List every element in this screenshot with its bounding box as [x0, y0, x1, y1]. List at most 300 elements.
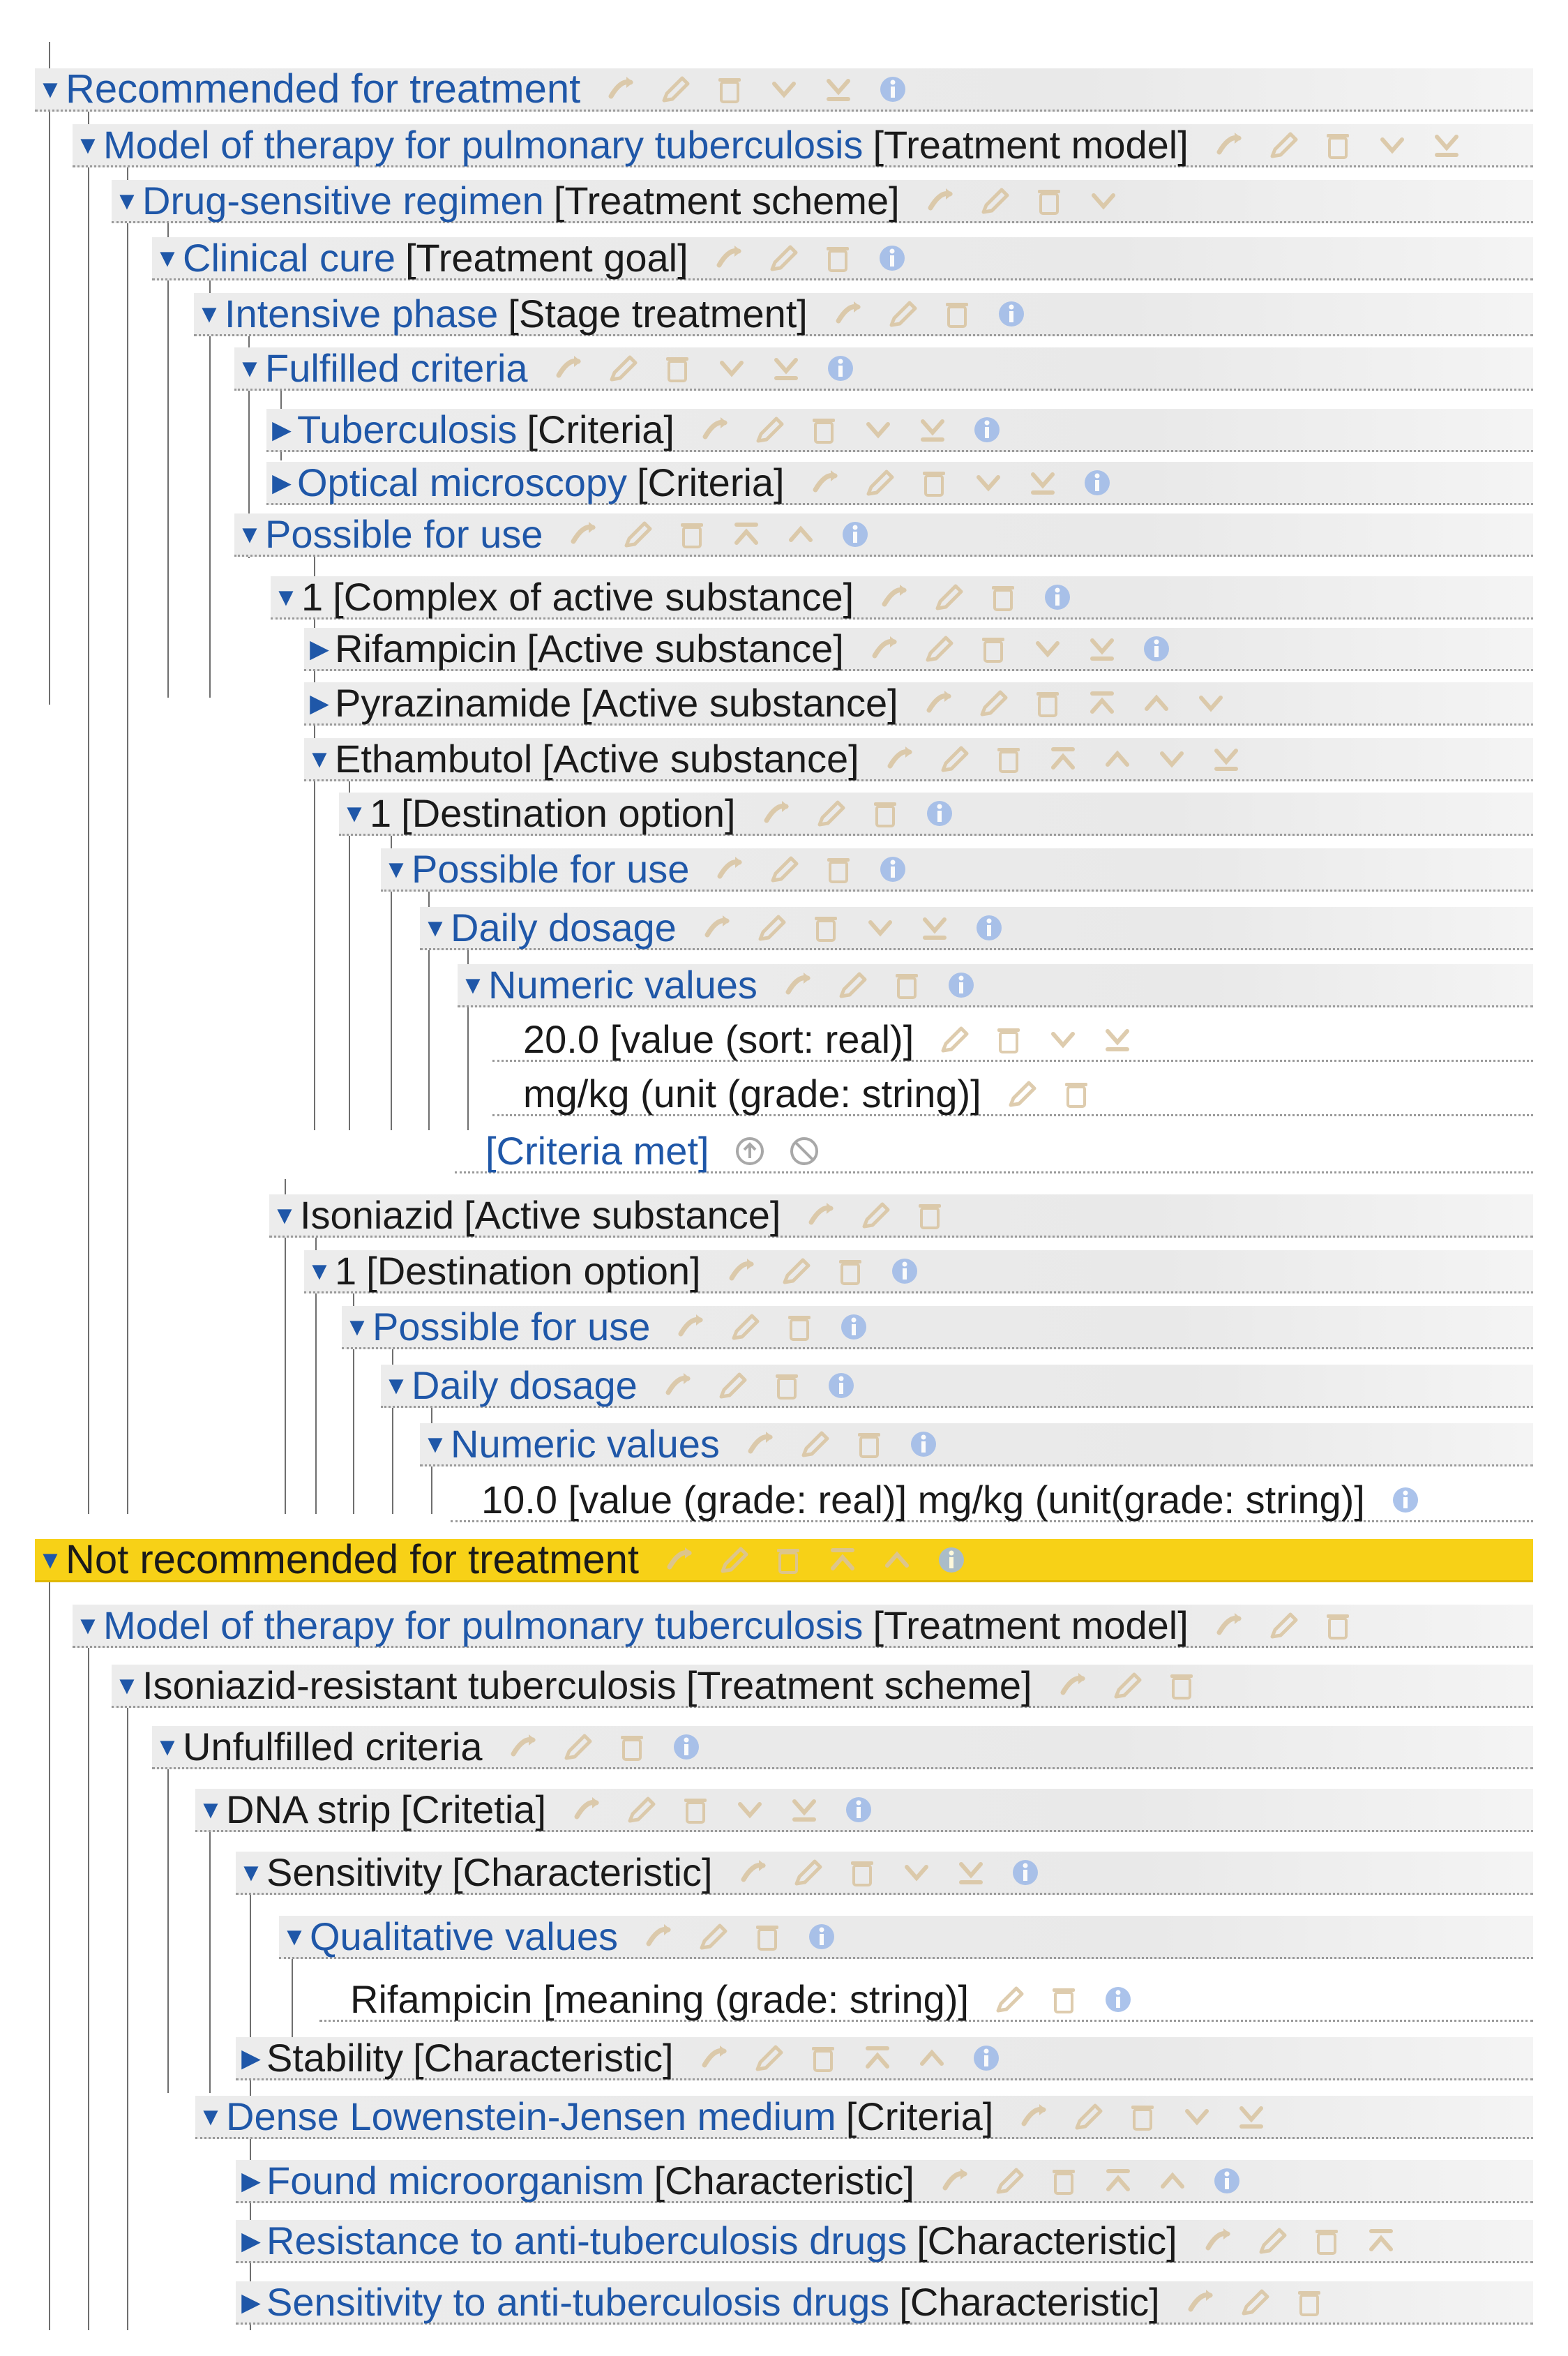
node-label[interactable]: Rifampicin [meaning (grade: string)] — [350, 1976, 970, 2021]
tree-node[interactable] — [279, 1916, 1533, 1959]
collapse-toggle-icon[interactable]: ▼ — [75, 1610, 100, 1640]
edit-icon[interactable] — [1256, 2224, 1289, 2258]
edit-icon[interactable] — [716, 1369, 749, 1402]
tree-guide-line — [167, 1751, 169, 2093]
delete-icon[interactable] — [783, 1310, 816, 1344]
node-label[interactable]: Numeric values — [451, 1421, 720, 1466]
node-label[interactable]: Clinical cure — [183, 235, 395, 280]
collapse-toggle-icon[interactable]: ▼ — [197, 299, 222, 328]
reassign-icon[interactable] — [1201, 2224, 1235, 2258]
info-icon[interactable] — [1080, 466, 1114, 500]
move-to-bottom-icon[interactable] — [918, 911, 951, 945]
info-icon[interactable] — [876, 73, 910, 106]
move-down-icon[interactable] — [900, 1856, 933, 1889]
collapse-toggle-icon[interactable]: ▼ — [273, 582, 299, 611]
node-type: [Active substance] — [527, 626, 844, 670]
delete-icon[interactable] — [986, 580, 1020, 614]
tree-node[interactable] — [73, 1605, 1533, 1648]
info-icon[interactable] — [670, 1730, 703, 1764]
collapse-toggle-icon[interactable]: ▼ — [239, 1857, 264, 1886]
node-label[interactable]: Resistance to anti-tuberculosis drugs — [266, 2218, 907, 2263]
node-label[interactable]: Found microorganism — [266, 2158, 644, 2203]
node-label[interactable]: Possible for use — [265, 511, 543, 556]
node-label[interactable]: Dense Lowenstein-Jensen medium — [226, 2094, 836, 2138]
node-label[interactable]: 10.0 [value (grade: real)] mg/kg (unit(grade: string)] — [481, 1477, 1365, 1522]
delete-icon[interactable] — [615, 1730, 649, 1764]
edit-icon[interactable] — [561, 1730, 594, 1764]
reassign-icon[interactable] — [831, 297, 865, 331]
delete-icon[interactable] — [1126, 2100, 1159, 2133]
collapse-toggle-icon[interactable]: ▼ — [38, 1545, 63, 1574]
reassign-icon[interactable] — [713, 853, 746, 886]
reassign-icon[interactable] — [877, 580, 911, 614]
tree-node[interactable] — [319, 1976, 1533, 2022]
edit-icon[interactable] — [658, 73, 692, 106]
expand-toggle-icon[interactable]: ▶ — [241, 2043, 261, 2072]
collapse-toggle-icon[interactable]: ▼ — [307, 1256, 332, 1285]
delete-icon[interactable] — [1032, 184, 1066, 218]
move-up-icon[interactable] — [915, 2041, 949, 2075]
info-icon[interactable] — [805, 1920, 838, 1953]
node-label[interactable]: Fulfilled criteria — [265, 345, 528, 390]
node-label[interactable]: Daily dosage — [412, 1363, 638, 1407]
delete-icon[interactable] — [1321, 128, 1355, 162]
collapse-toggle-icon[interactable]: ▼ — [155, 1732, 180, 1761]
edit-icon[interactable] — [836, 968, 869, 1002]
tree-node[interactable] — [266, 409, 1533, 452]
collapse-toggle-icon[interactable]: ▼ — [282, 1921, 307, 1951]
node-label[interactable]: Isoniazid-resistant tuberculosis — [142, 1663, 677, 1707]
delete-icon[interactable] — [806, 2041, 840, 2075]
tree-node[interactable] — [455, 1130, 1533, 1173]
edit-icon[interactable] — [977, 686, 1010, 720]
move-down-icon[interactable] — [861, 413, 895, 447]
node-actions — [700, 911, 1006, 945]
move-to-top-icon[interactable] — [1364, 2224, 1398, 2258]
move-down-icon[interactable] — [733, 1793, 767, 1826]
tree-node[interactable] — [236, 2220, 1533, 2263]
node-label[interactable]: Tuberculosis — [297, 407, 518, 451]
tree-node[interactable] — [420, 1423, 1533, 1466]
reassign-icon[interactable] — [737, 1856, 770, 1889]
edit-icon[interactable] — [753, 413, 786, 447]
up-icon[interactable] — [733, 1134, 767, 1168]
edit-icon[interactable] — [978, 184, 1011, 218]
edit-icon[interactable] — [932, 580, 965, 614]
move-to-bottom-icon[interactable] — [769, 352, 803, 385]
reassign-icon[interactable] — [938, 2164, 972, 2198]
edit-icon[interactable] — [1267, 1609, 1300, 1642]
node-label[interactable]: Isoniazid — [300, 1192, 455, 1237]
delete-icon[interactable] — [821, 241, 854, 275]
node-label[interactable]: Numeric values — [488, 962, 757, 1007]
node-label[interactable]: Model of therapy for pulmonary tuberculosis — [103, 1603, 864, 1647]
edit-icon[interactable] — [621, 518, 654, 551]
info-icon[interactable] — [1009, 1856, 1042, 1889]
edit-icon[interactable] — [814, 797, 847, 830]
move-to-bottom-icon[interactable] — [787, 1793, 821, 1826]
reassign-icon[interactable] — [725, 1254, 758, 1288]
delete-icon[interactable] — [834, 1254, 867, 1288]
node-label[interactable]: Pyrazinamide — [335, 680, 572, 725]
info-icon[interactable] — [923, 797, 956, 830]
info-icon[interactable] — [888, 1254, 921, 1288]
node-label[interactable]: 1 — [301, 574, 324, 619]
delete-icon[interactable] — [807, 413, 840, 447]
info-icon[interactable] — [837, 1310, 870, 1344]
collapse-toggle-icon[interactable]: ▼ — [307, 744, 332, 773]
node-actions — [1389, 1483, 1422, 1517]
delete-icon[interactable] — [852, 1427, 886, 1461]
tree-node[interactable] — [269, 1194, 1533, 1238]
node-actions — [733, 1134, 821, 1168]
edit-icon[interactable] — [767, 241, 800, 275]
node-label[interactable]: Model of therapy for pulmonary tuberculosis — [103, 122, 864, 167]
edit-icon[interactable] — [863, 466, 896, 500]
tree-node[interactable] — [339, 790, 1533, 836]
tree-node[interactable] — [236, 2281, 1533, 2325]
delete-icon[interactable] — [771, 1543, 805, 1577]
expand-toggle-icon[interactable]: ▶ — [310, 633, 329, 663]
collapse-toggle-icon[interactable]: ▼ — [423, 913, 448, 942]
tree-node[interactable] — [236, 1849, 1533, 1895]
blocked-icon[interactable] — [787, 1134, 821, 1168]
info-icon[interactable] — [824, 1369, 858, 1402]
collapse-toggle-icon[interactable]: ▼ — [460, 970, 485, 999]
edit-icon[interactable] — [755, 911, 788, 945]
tree-node[interactable] — [35, 1536, 1533, 1582]
expand-toggle-icon[interactable]: ▶ — [241, 2226, 261, 2255]
info-icon[interactable] — [1140, 632, 1173, 666]
tree-node[interactable] — [194, 293, 1533, 336]
node-label[interactable]: 20.0 [value (sort: real)] — [523, 1016, 914, 1061]
move-up-icon[interactable] — [784, 518, 817, 551]
reassign-icon[interactable] — [804, 1199, 838, 1232]
reassign-icon[interactable] — [698, 413, 732, 447]
tree-node[interactable] — [304, 682, 1533, 726]
tree-node[interactable] — [304, 738, 1533, 781]
node-type: [Destination option] — [366, 1248, 701, 1293]
move-up-icon[interactable] — [1156, 2164, 1189, 2198]
tree-node[interactable] — [152, 237, 1533, 280]
delete-icon[interactable] — [1047, 2164, 1080, 2198]
tree-node[interactable] — [271, 576, 1533, 620]
edit-icon[interactable] — [717, 1543, 751, 1577]
collapse-toggle-icon[interactable]: ▼ — [155, 243, 180, 272]
move-to-bottom-icon[interactable] — [1101, 1023, 1134, 1056]
move-to-top-icon[interactable] — [730, 518, 763, 551]
tree-node[interactable] — [492, 1016, 1533, 1062]
collapse-toggle-icon[interactable]: ▼ — [38, 74, 63, 103]
reassign-icon[interactable] — [506, 1730, 540, 1764]
edit-icon[interactable] — [993, 2164, 1026, 2198]
move-down-icon[interactable] — [1194, 686, 1228, 720]
tree-node[interactable] — [236, 2160, 1533, 2203]
delete-icon[interactable] — [977, 632, 1010, 666]
edit-icon[interactable] — [993, 1983, 1026, 2016]
reassign-icon[interactable] — [808, 466, 842, 500]
move-down-icon[interactable] — [1155, 742, 1189, 776]
node-label[interactable]: Stability — [266, 2035, 404, 2080]
info-icon[interactable] — [824, 352, 857, 385]
reassign-icon[interactable] — [674, 1310, 707, 1344]
node-label[interactable]: [Criteria met] — [485, 1128, 709, 1173]
tree-node[interactable] — [234, 347, 1533, 391]
move-down-icon[interactable] — [1087, 184, 1120, 218]
edit-icon[interactable] — [606, 352, 640, 385]
node-label[interactable]: 1 — [335, 1248, 357, 1293]
edit-icon[interactable] — [886, 297, 919, 331]
delete-icon[interactable] — [940, 297, 974, 331]
tree-node[interactable] — [152, 1726, 1533, 1769]
reassign-icon[interactable] — [1017, 2100, 1050, 2133]
edit-icon[interactable] — [779, 1254, 813, 1288]
node-label[interactable]: Sensitivity to anti-tuberculosis drugs — [266, 2279, 890, 2324]
expand-toggle-icon[interactable]: ▶ — [310, 688, 329, 717]
delete-icon[interactable] — [661, 352, 694, 385]
delete-icon[interactable] — [992, 742, 1025, 776]
delete-icon[interactable] — [992, 1023, 1025, 1056]
delete-icon[interactable] — [809, 911, 843, 945]
edit-icon[interactable] — [1267, 128, 1300, 162]
delete-icon[interactable] — [713, 73, 746, 106]
move-down-icon[interactable] — [715, 352, 748, 385]
node-label[interactable]: mg/kg (unit (grade: string)] — [523, 1071, 981, 1116]
reassign-icon[interactable] — [1056, 1669, 1090, 1702]
move-to-bottom-icon[interactable] — [1235, 2100, 1268, 2133]
node-label[interactable]: 1 — [370, 790, 392, 835]
move-down-icon[interactable] — [972, 466, 1005, 500]
collapse-toggle-icon[interactable]: ▼ — [272, 1200, 297, 1229]
edit-icon[interactable] — [752, 2041, 785, 2075]
tree-node[interactable] — [304, 628, 1533, 671]
info-icon[interactable] — [1041, 580, 1074, 614]
collapse-toggle-icon[interactable]: ▼ — [75, 130, 100, 159]
move-to-bottom-icon[interactable] — [1085, 632, 1119, 666]
edit-icon[interactable] — [859, 1199, 892, 1232]
info-icon[interactable] — [1210, 2164, 1244, 2198]
edit-icon[interactable] — [791, 1856, 824, 1889]
move-to-top-icon[interactable] — [1085, 686, 1119, 720]
info-icon[interactable] — [970, 413, 1004, 447]
move-up-icon[interactable] — [1140, 686, 1173, 720]
reassign-icon[interactable] — [760, 797, 793, 830]
move-down-icon[interactable] — [1375, 128, 1409, 162]
delete-icon[interactable] — [1031, 686, 1064, 720]
expand-toggle-icon[interactable]: ▶ — [272, 467, 292, 497]
node-label[interactable]: Drug-sensitive regimen — [142, 178, 544, 223]
delete-icon[interactable] — [751, 1920, 784, 1953]
node-label[interactable]: Unfulfilled criteria — [183, 1724, 483, 1769]
node-actions — [938, 2164, 1244, 2198]
node-label[interactable]: Optical microscopy — [297, 460, 628, 504]
edit-icon[interactable] — [728, 1310, 762, 1344]
move-to-top-icon[interactable] — [1046, 742, 1080, 776]
info-icon[interactable] — [842, 1793, 875, 1826]
delete-icon[interactable] — [868, 797, 902, 830]
move-down-icon[interactable] — [767, 73, 801, 106]
delete-icon[interactable] — [1165, 1669, 1198, 1702]
edit-icon[interactable] — [1238, 2286, 1272, 2319]
node-type: [Treatment scheme] — [553, 178, 900, 223]
delete-icon[interactable] — [770, 1369, 804, 1402]
reassign-icon[interactable] — [712, 241, 746, 275]
delete-icon[interactable] — [1292, 2286, 1326, 2319]
edit-icon[interactable] — [767, 853, 801, 886]
tree-node[interactable] — [195, 2096, 1533, 2139]
delete-icon[interactable] — [1060, 1077, 1093, 1111]
collapse-toggle-icon[interactable]: ▼ — [384, 1370, 409, 1400]
reassign-icon[interactable] — [700, 911, 734, 945]
tree-node[interactable] — [234, 513, 1533, 557]
info-icon[interactable] — [876, 853, 910, 886]
delete-icon[interactable] — [845, 1856, 879, 1889]
edit-icon[interactable] — [624, 1793, 658, 1826]
edit-icon[interactable] — [937, 1023, 971, 1056]
edit-icon[interactable] — [1071, 2100, 1105, 2133]
info-icon[interactable] — [944, 968, 978, 1002]
edit-icon[interactable] — [798, 1427, 831, 1461]
move-to-bottom-icon[interactable] — [1209, 742, 1243, 776]
delete-icon[interactable] — [1310, 2224, 1343, 2258]
reassign-icon[interactable] — [552, 352, 585, 385]
node-label[interactable]: Ethambutol — [335, 736, 533, 781]
move-to-top-icon[interactable] — [1101, 2164, 1135, 2198]
reassign-icon[interactable] — [661, 1369, 695, 1402]
delete-icon[interactable] — [679, 1793, 712, 1826]
node-label[interactable]: DNA strip — [226, 1787, 391, 1831]
info-icon[interactable] — [972, 911, 1006, 945]
node-actions — [642, 1920, 838, 1953]
tree-node[interactable] — [451, 1479, 1533, 1522]
move-to-bottom-icon[interactable] — [954, 1856, 988, 1889]
info-icon[interactable] — [907, 1427, 940, 1461]
move-to-top-icon[interactable] — [861, 2041, 894, 2075]
info-icon[interactable] — [1389, 1483, 1422, 1517]
tree-node[interactable] — [381, 848, 1533, 892]
tree-node[interactable] — [420, 907, 1533, 950]
reassign-icon[interactable] — [924, 184, 957, 218]
reassign-icon[interactable] — [883, 742, 917, 776]
reassign-icon[interactable] — [1212, 128, 1246, 162]
tree-node[interactable] — [236, 2037, 1533, 2080]
node-label[interactable]: Qualitative values — [310, 1914, 619, 1958]
tree-node[interactable] — [342, 1306, 1533, 1349]
tree-node[interactable] — [458, 964, 1533, 1007]
move-to-bottom-icon[interactable] — [1026, 466, 1060, 500]
info-icon[interactable] — [935, 1543, 968, 1577]
move-to-bottom-icon[interactable] — [1430, 128, 1463, 162]
move-up-icon[interactable] — [880, 1543, 914, 1577]
reassign-icon[interactable] — [570, 1793, 603, 1826]
move-up-icon[interactable] — [1101, 742, 1134, 776]
node-label[interactable]: Intensive phase — [225, 291, 499, 336]
collapse-toggle-icon[interactable]: ▼ — [198, 2101, 223, 2131]
reassign-icon[interactable] — [781, 968, 815, 1002]
collapse-toggle-icon[interactable]: ▼ — [423, 1429, 448, 1458]
collapse-toggle-icon[interactable]: ▼ — [237, 519, 262, 548]
delete-icon[interactable] — [822, 853, 855, 886]
collapse-toggle-icon[interactable]: ▼ — [114, 186, 140, 215]
reassign-icon[interactable] — [744, 1427, 777, 1461]
node-label[interactable]: Not recommended for treatment — [66, 1536, 640, 1582]
tree-node[interactable] — [304, 1250, 1533, 1293]
delete-icon[interactable] — [675, 518, 709, 551]
collapse-toggle-icon[interactable]: ▼ — [342, 798, 367, 827]
tree-node[interactable] — [112, 180, 1533, 223]
collapse-toggle-icon[interactable]: ▼ — [237, 353, 262, 382]
tree-node[interactable] — [73, 124, 1533, 167]
edit-icon[interactable] — [1005, 1077, 1039, 1111]
tree-node[interactable] — [195, 1789, 1533, 1832]
edit-icon[interactable] — [696, 1920, 730, 1953]
node-type: [Active substance] — [542, 736, 859, 781]
expand-toggle-icon[interactable]: ▶ — [272, 414, 292, 444]
reassign-icon[interactable] — [642, 1920, 675, 1953]
expand-toggle-icon[interactable]: ▶ — [241, 2166, 261, 2195]
reassign-icon[interactable] — [1184, 2286, 1217, 2319]
node-label[interactable]: Possible for use — [412, 846, 690, 891]
collapse-toggle-icon[interactable]: ▼ — [384, 854, 409, 883]
collapse-toggle-icon[interactable]: ▼ — [345, 1312, 370, 1341]
move-down-icon[interactable] — [864, 911, 897, 945]
delete-icon[interactable] — [890, 968, 924, 1002]
move-down-icon[interactable] — [1031, 632, 1064, 666]
info-icon[interactable] — [875, 241, 909, 275]
info-icon[interactable] — [1101, 1983, 1135, 2016]
tree-node[interactable] — [492, 1073, 1533, 1116]
node-label[interactable]: Possible for use — [372, 1304, 651, 1349]
move-to-bottom-icon[interactable] — [916, 413, 949, 447]
reassign-icon[interactable] — [566, 518, 600, 551]
delete-icon[interactable] — [1047, 1983, 1080, 2016]
tree-node[interactable] — [35, 68, 1533, 112]
reassign-icon[interactable] — [1212, 1609, 1246, 1642]
node-label[interactable]: Sensitivity — [266, 1849, 443, 1894]
tree-node[interactable] — [266, 462, 1533, 505]
tree-guide-line — [88, 98, 89, 1514]
delete-icon[interactable] — [1321, 1609, 1355, 1642]
expand-toggle-icon[interactable]: ▶ — [241, 2287, 261, 2316]
tree-node[interactable] — [381, 1365, 1533, 1408]
info-icon[interactable] — [995, 297, 1028, 331]
node-label[interactable]: Recommended for treatment — [66, 66, 581, 112]
reassign-icon[interactable] — [922, 686, 956, 720]
move-to-top-icon[interactable] — [826, 1543, 859, 1577]
move-to-bottom-icon[interactable] — [822, 73, 855, 106]
reassign-icon[interactable] — [604, 73, 638, 106]
edit-icon[interactable] — [937, 742, 971, 776]
move-down-icon[interactable] — [1180, 2100, 1214, 2133]
edit-icon[interactable] — [922, 632, 956, 666]
node-actions — [506, 1730, 703, 1764]
edit-icon[interactable] — [1110, 1669, 1144, 1702]
node-label[interactable]: Rifampicin — [335, 626, 518, 670]
info-icon[interactable] — [970, 2041, 1003, 2075]
collapse-toggle-icon[interactable]: ▼ — [198, 1794, 223, 1824]
delete-icon[interactable] — [917, 466, 951, 500]
info-icon[interactable] — [838, 518, 872, 551]
collapse-toggle-icon[interactable]: ▼ — [114, 1670, 140, 1700]
tree-node[interactable] — [112, 1665, 1533, 1708]
delete-icon[interactable] — [913, 1199, 947, 1232]
reassign-icon[interactable] — [698, 2041, 731, 2075]
reassign-icon[interactable] — [663, 1543, 696, 1577]
reassign-icon[interactable] — [868, 632, 901, 666]
node-label[interactable]: Daily dosage — [451, 905, 677, 950]
node-type: [Destination option] — [401, 790, 736, 835]
move-down-icon[interactable] — [1046, 1023, 1080, 1056]
